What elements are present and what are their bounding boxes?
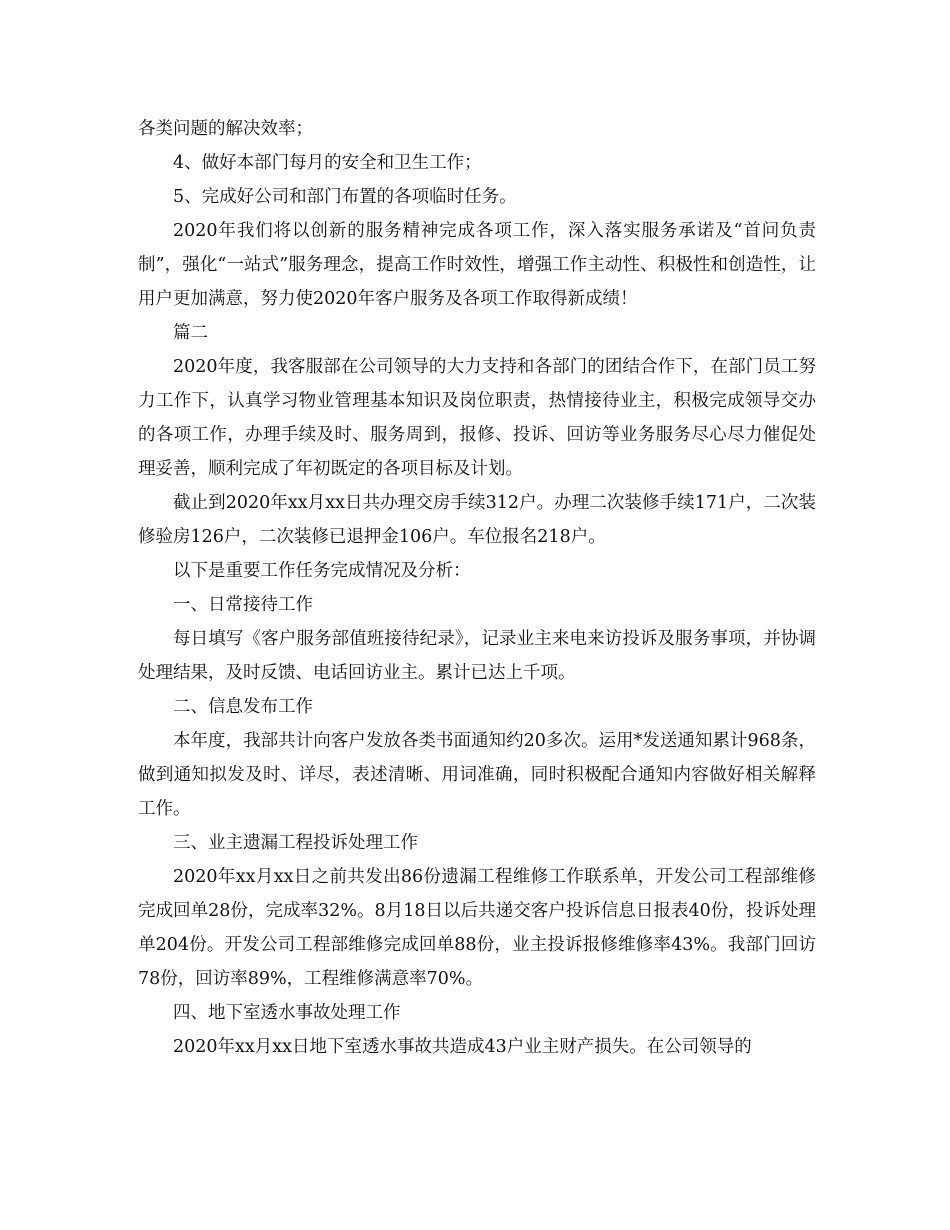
paragraph-14: 2020年xx月xx日之前共发出86份遗漏工程维修工作联系单，开发公司工程部维修完成回单28份，完成率32%。8月18日以后共递交客户投诉信息日报表40份，投诉处理单204份。开发公司工程部维修完成回单88份，业主投诉报修维修率43%。我部门回访78份，回访率89%，工程维修满意率70%。 xyxy=(138,867,816,989)
paragraph-12: 本年度，我部共计向客户发放各类书面通知约20多次。运用*发送通知累计968条，做到通知拟发及时、详尽，表述清晰、用词准确，同时积极配合通知内容做好相关解释工作。 xyxy=(138,731,816,819)
section-heading-1: 一、日常接待工作 xyxy=(173,595,313,615)
document-body xyxy=(138,112,816,1064)
paragraph-3: 5、完成好公司和部门布置的各项临时任务。 xyxy=(173,187,517,207)
paragraph-16: 2020年xx月xx日地下室透水事故共造成43户业主财产损失。在公司领导的 xyxy=(173,1037,752,1057)
paragraph-10: 每日填写《客户服务部值班接待纪录》，记录业主来电来访投诉及服务事项，并协调处理结果，及时反馈、电话回访业主。累计已达上千项。 xyxy=(138,629,816,683)
section-title-part-two: 篇二 xyxy=(173,323,208,343)
paragraph-7: 截止到2020年xx月xx日共办理交房手续312户。办理二次装修手续171户，二次装修验房126户，二次装修已退押金106户。车位报名218户。 xyxy=(138,493,816,547)
paragraph-1: 各类问题的解决效率； xyxy=(138,119,313,139)
paragraph-6: 2020年度，我客服部在公司领导的大力支持和各部门的团结合作下，在部门员工努力工作下，认真学习物业管理基本知识及岗位职责，热情接待业主，积极完成领导交办的各项工作，办理手续及时、服务周到，报修、投诉、回访等业务服务尽心尽力催促处理妥善，顺利完成了年初既定的各项目标及计划。 xyxy=(138,357,816,479)
paragraph-4: 2020年我们将以创新的服务精神完成各项工作，深入落实服务承诺及“首问负责制”，强化“一站式”服务理念，提高工作时效性，增强工作主动性、积极性和创造性，让用户更加满意，努力使2020年客户服务及各项工作取得新成绩！ xyxy=(138,221,816,309)
paragraph-8: 以下是重要工作任务完成情况及分析： xyxy=(173,561,471,581)
section-heading-2: 二、信息发布工作 xyxy=(173,697,313,717)
section-heading-3: 三、业主遗漏工程投诉处理工作 xyxy=(173,833,418,853)
section-heading-4: 四、地下室透水事故处理工作 xyxy=(173,1003,401,1023)
paragraph-2: 4、做好本部门每月的安全和卫生工作； xyxy=(173,153,482,173)
